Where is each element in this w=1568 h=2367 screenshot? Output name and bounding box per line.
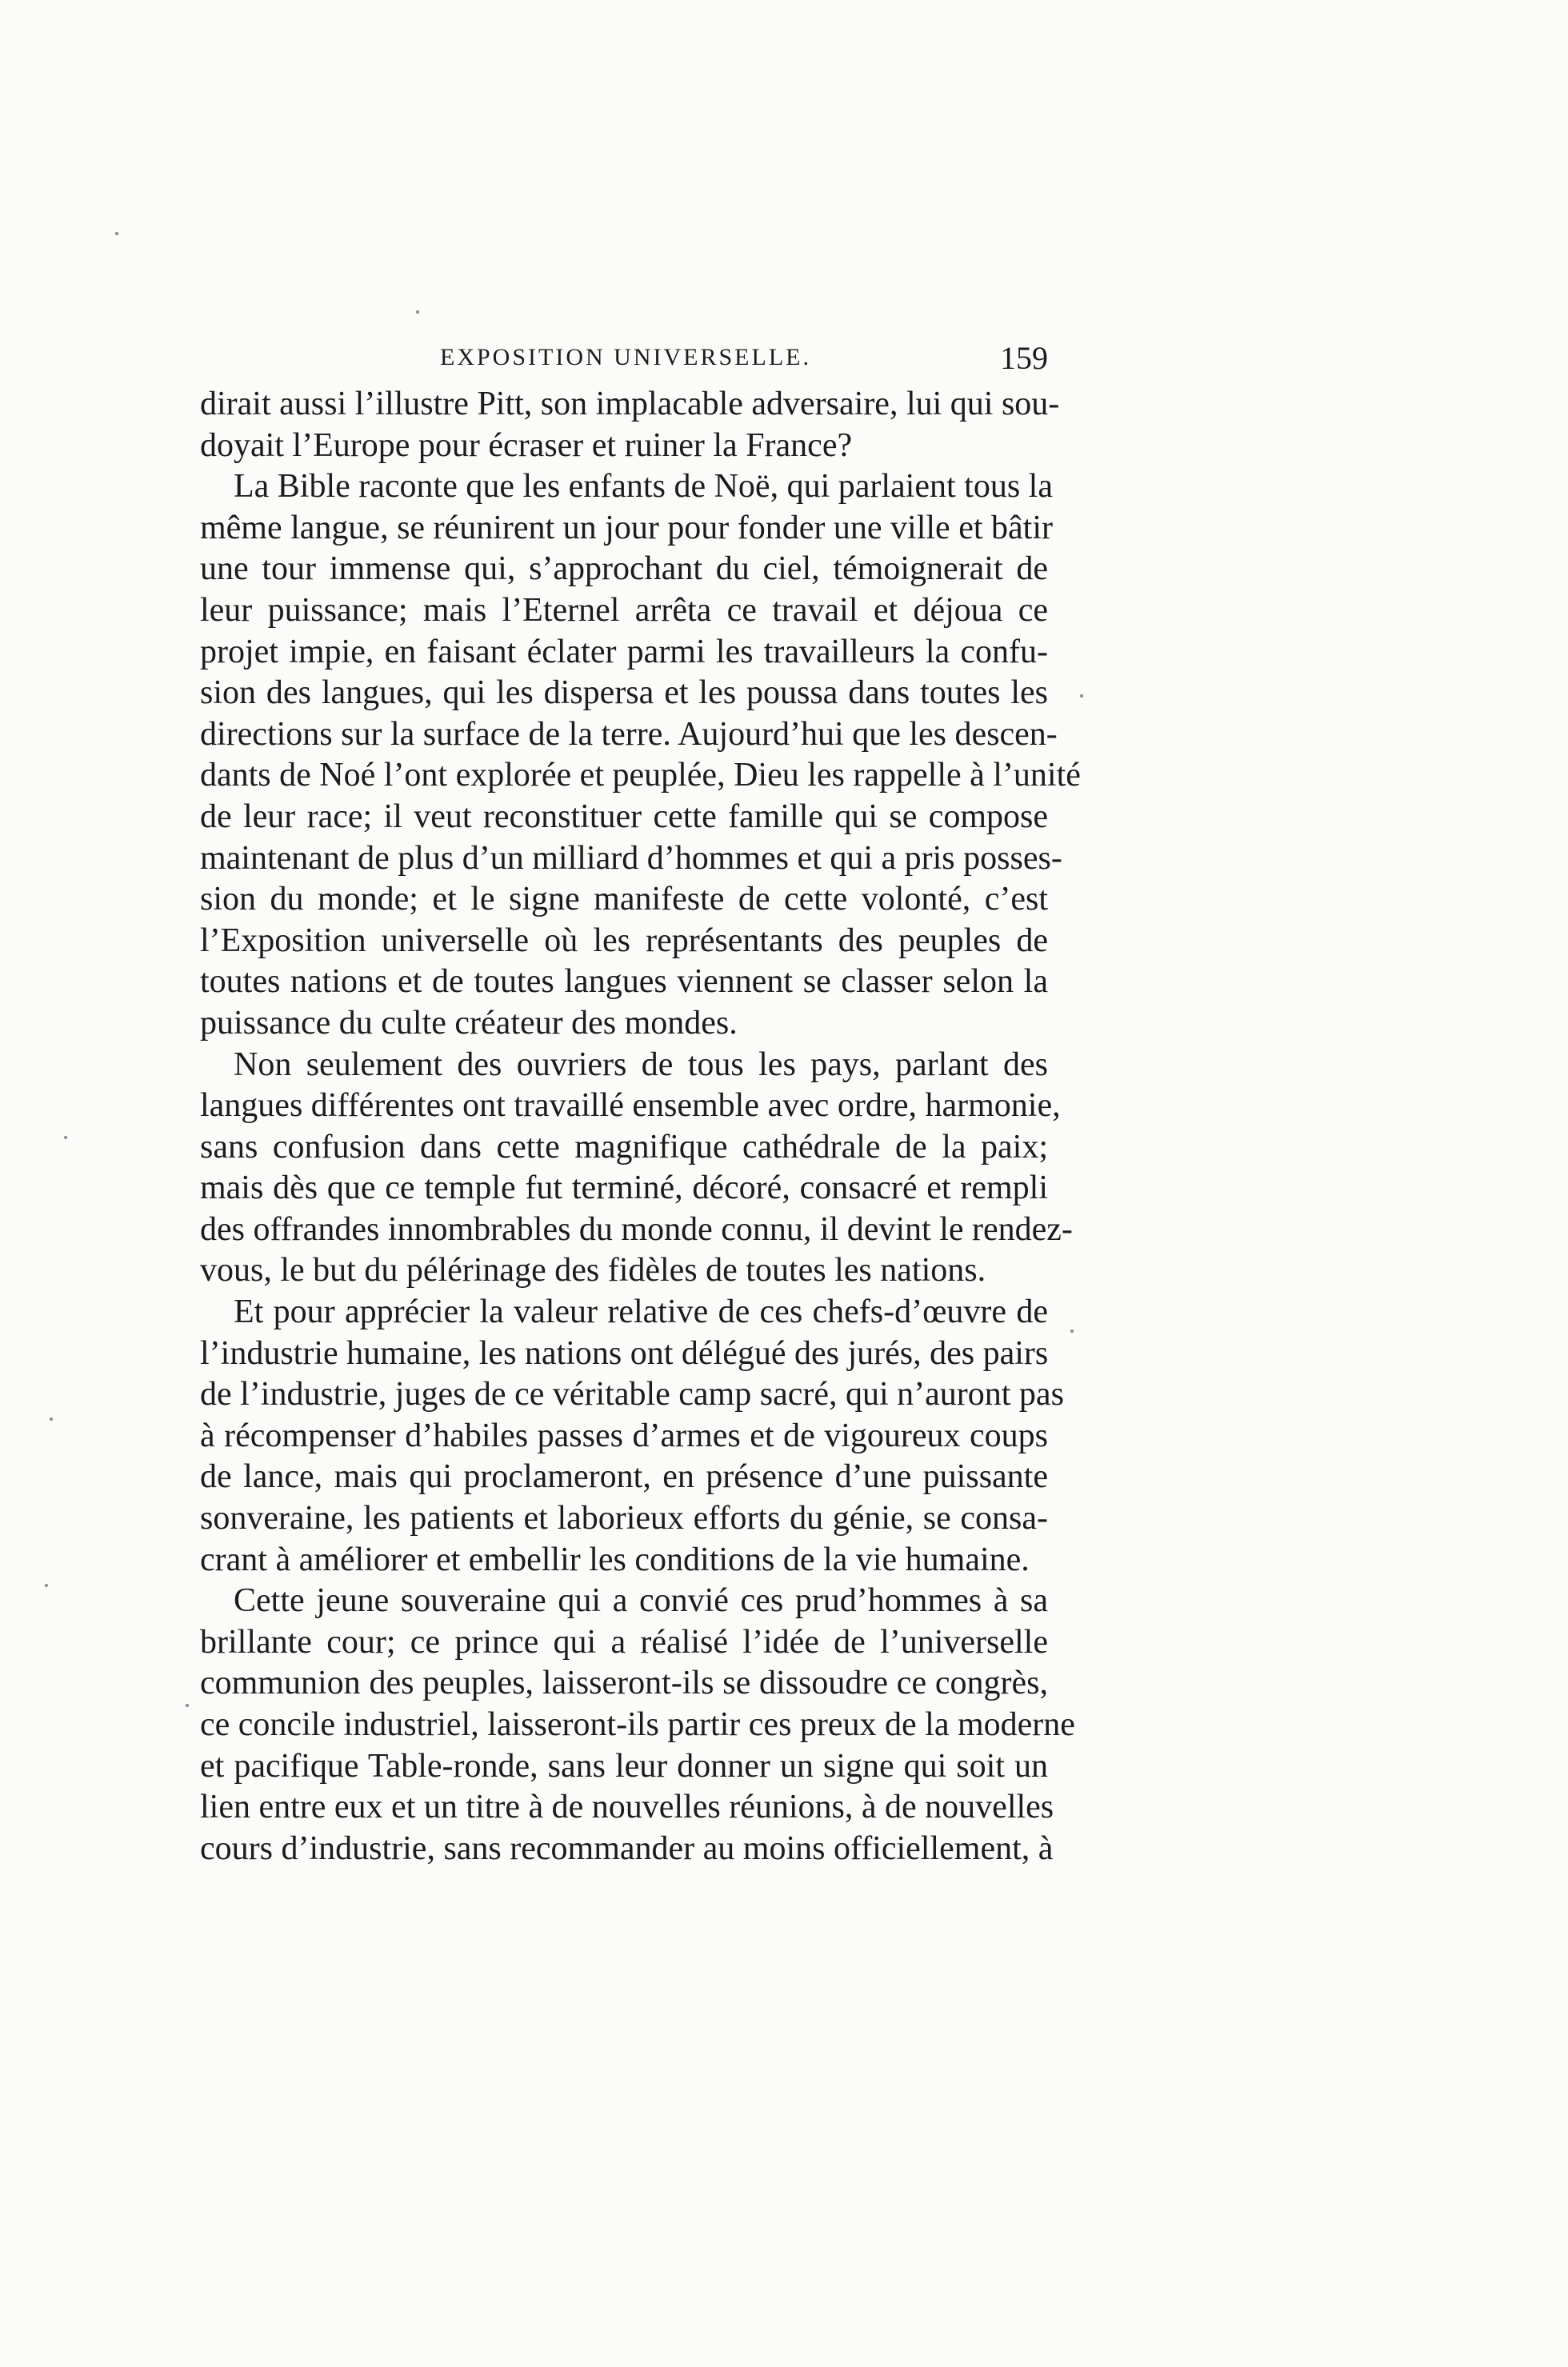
text-line: Et pour apprécier la valeur relative de ces chefs-d’œuvre de: [234, 1293, 1048, 1331]
paper-speck: [416, 310, 419, 314]
text-line: langues différentes ont travaillé ensemble avec ordre, harmonie,: [200, 1087, 1061, 1125]
running-header: [200, 336, 1048, 384]
text-line: à récompenser d’habiles passes d’armes et de vigoureux coups: [200, 1417, 1048, 1454]
text-line: de l’industrie, juges de ce véritable camp sacré, qui n’auront pas: [200, 1376, 1064, 1413]
paper-speck: [186, 1704, 189, 1707]
paper-speck: [115, 232, 118, 235]
text-line: sonveraine, les patients et laborieux efforts du génie, se consa-: [200, 1500, 1048, 1537]
text-line: des offrandes innombrables du monde connu, il devint le rendez-: [200, 1210, 1073, 1248]
body-text: [200, 384, 1081, 1869]
text-line: sans confusion dans cette magnifique cathédrale de la paix;: [200, 1128, 1048, 1166]
paper-speck: [45, 1584, 48, 1587]
text-line: maintenant de plus d’un milliard d’hommes et qui a pris posses-: [200, 839, 1062, 877]
text-line: dirait aussi l’illustre Pitt, son implacable adversaire, lui qui sou-: [200, 386, 1060, 422]
text-line: brillante cour; ce prince qui a réalisé l’idée de l’universelle: [200, 1623, 1048, 1661]
paragraph: [200, 1581, 1075, 1869]
paper-speck: [1080, 694, 1083, 698]
text-line: lien entre eux et un titre à de nouvelles réunions, à de nouvelles: [200, 1789, 1054, 1826]
paragraph: [200, 384, 1060, 466]
text-line: projet impie, en faisant éclater parmi les travailleurs la confu-: [200, 633, 1048, 670]
text-line: puissance du culte créateur des mondes.: [200, 1004, 738, 1042]
text-line: l’industrie humaine, les nations ont délégué des jurés, des pairs: [200, 1334, 1049, 1372]
text-line: sion des langues, qui les dispersa et les poussa dans toutes les: [200, 674, 1048, 712]
text-line: toutes nations et de toutes langues viennent se classer selon la: [200, 963, 1048, 1001]
paragraph: [200, 466, 1081, 1044]
text-line: leur puissance; mais l’Eternel arrêta ce travail et déjoua ce: [200, 591, 1048, 629]
text-line: même langue, se réunirent un jour pour fonder une ville et bâtir: [200, 509, 1053, 546]
text-line: crant à améliorer et embellir les conditions de la vie humaine.: [200, 1541, 1030, 1578]
paragraph: [200, 1292, 1064, 1581]
text-line: communion des peuples, laisseront-ils se dissoudre ce congrès,: [200, 1665, 1048, 1702]
text-line: l’Exposition universelle où les représentants des peuples de: [200, 922, 1048, 959]
text-line: La Bible raconte que les enfants de Noë, qui parlaient tous la: [234, 468, 1053, 506]
text-line: vous, le but du pélérinage des fidèles de toutes les nations.: [200, 1252, 986, 1289]
text-line: et pacifique Table-ronde, sans leur donner un signe qui soit un: [200, 1747, 1048, 1785]
text-line: cours d’industrie, sans recommander au moins officiellement, à: [200, 1829, 1054, 1867]
text-line: mais dès que ce temple fut terminé, décoré, consacré et rempli: [200, 1170, 1048, 1207]
page-number: 159: [1000, 340, 1048, 376]
text-line: sion du monde; et le signe manifeste de cette volonté, c’est: [200, 881, 1048, 918]
text-line: de lance, mais qui proclameront, en présence d’une puissante: [200, 1458, 1048, 1496]
text-line: ce concile industriel, laisseront-ils partir ces preux de la moderne: [200, 1706, 1075, 1743]
paper-speck: [64, 1136, 67, 1139]
text-line: dants de Noé l’ont explorée et peuplée, Dieu les rappelle à l’unité: [200, 757, 1081, 794]
paragraph: [200, 1045, 1073, 1293]
text-line: directions sur la surface de la terre. Aujourd’hui que les descen-: [200, 715, 1058, 753]
paper-speck: [50, 1417, 53, 1421]
text-line: une tour immense qui, s’approchant du ciel, témoignerait de: [200, 550, 1048, 588]
running-title: EXPOSITION UNIVERSELLE.: [440, 344, 811, 370]
text-line: Non seulement des ouvriers de tous les pays, parlant des: [234, 1046, 1048, 1083]
text-line: doyait l’Europe pour écraser et ruiner la France?: [200, 426, 853, 464]
text-line: de leur race; il veut reconstituer cette famille qui se compose: [200, 798, 1048, 835]
book-page: [200, 336, 1081, 1869]
text-line: Cette jeune souveraine qui a convié ces prud’hommes à sa: [234, 1582, 1048, 1620]
paper-speck: [1070, 1329, 1074, 1333]
